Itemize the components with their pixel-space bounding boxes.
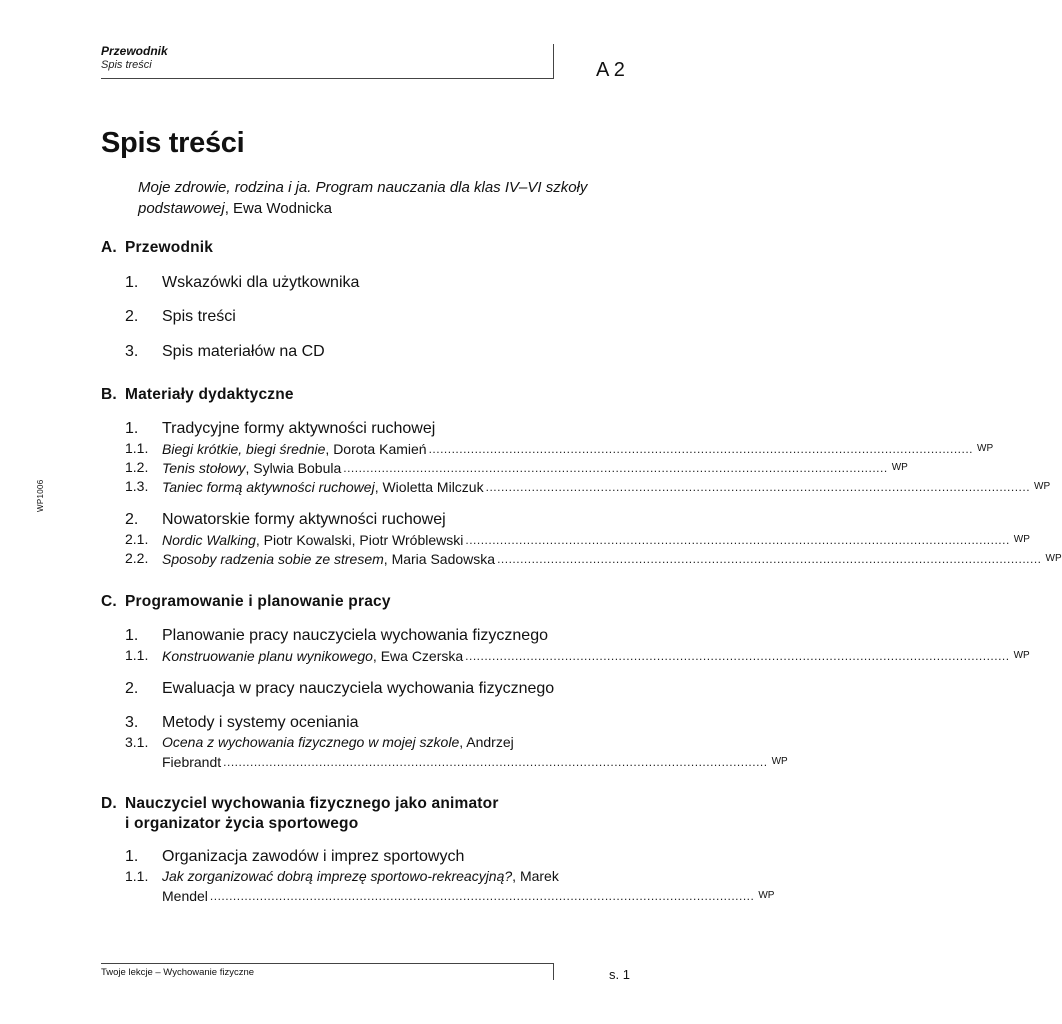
section-code: A 2 — [596, 59, 625, 81]
subitem-title: Sposoby radzenia sobie ze stresem — [162, 551, 384, 567]
item-number: 2. — [125, 308, 139, 325]
leader-dots: .............................................................................................................................................. — [465, 649, 1010, 663]
item-label: Ewaluacja w pracy nauczyciela wychowania fizycznego — [162, 680, 555, 697]
leader-dots: .............................................................................................................................................. — [497, 552, 1042, 566]
subitem-title: Ocena z wychowania fizycznego w mojej szkole — [162, 734, 460, 750]
item-number: 2. — [125, 680, 139, 697]
toc-subitem[interactable] — [125, 549, 1062, 569]
subitem-title: Jak zorganizować dobrą imprezę sportowo-rekreacyjną? — [162, 868, 513, 884]
subitem-author: , Dorota Kamień — [325, 441, 427, 457]
section-b-heading — [101, 386, 294, 404]
subitem-number: 1.2. — [125, 459, 149, 475]
footer-text: Twoje lekcje – Wychowanie fizyczne — [101, 967, 255, 978]
side-document-code: WP1006 — [36, 479, 45, 512]
section-a-heading — [101, 239, 213, 257]
section-letter: A. — [101, 239, 117, 256]
subitem-number: 1.3. — [125, 478, 149, 494]
subitem-author-cont: Fiebrandt — [162, 754, 222, 770]
header-divider — [101, 78, 554, 79]
wp-tag: WP — [891, 462, 908, 473]
subitem-author: , Piotr Kowalski, Piotr Wróblewski — [255, 532, 464, 548]
header-subtitle: Spis treści — [101, 59, 152, 71]
leader-dots: .............................................................................................................................................. — [485, 480, 1031, 494]
subitem-title: Tenis stołowy — [162, 460, 246, 476]
item-number: 1. — [125, 420, 139, 437]
subitem-number: 2.1. — [125, 531, 149, 547]
section-title-cont: i organizator życia sportowego — [125, 815, 359, 832]
header-vertical-divider — [553, 44, 554, 79]
wp-tag: WP — [977, 443, 994, 454]
subitem-author: , Andrzej — [459, 734, 514, 750]
item-number: 3. — [125, 343, 139, 360]
item-label: Tradycyjne formy aktywności ruchowej — [162, 420, 436, 437]
item-label: Planowanie pracy nauczyciela wychowania fizycznego — [162, 627, 548, 644]
leader-dots: .............................................................................................................................................. — [465, 533, 1010, 547]
wp-tag: WP — [1013, 534, 1030, 545]
wp-tag: WP — [1045, 553, 1062, 564]
subitem-number: 3.1. — [125, 734, 149, 750]
leader-dots: .............................................................................................................................................. — [209, 889, 755, 903]
item-label: Nowatorskie formy aktywności ruchowej — [162, 511, 446, 528]
section-c-heading — [101, 593, 391, 611]
item-number: 1. — [125, 848, 139, 865]
subitem-number: 1.1. — [125, 440, 149, 456]
toc-subitem[interactable] — [125, 733, 788, 772]
section-letter: D. — [101, 795, 117, 812]
item-number: 2. — [125, 511, 139, 528]
section-title: Nauczyciel wychowania fizycznego jako animator — [125, 795, 499, 812]
toc-subitem[interactable] — [125, 646, 1030, 666]
item-number: 1. — [125, 627, 139, 644]
toc-subitem[interactable] — [125, 477, 1051, 497]
footer-divider — [101, 963, 554, 964]
item-number: 1. — [125, 274, 139, 291]
wp-tag: WP — [771, 756, 788, 767]
section-title: Programowanie i planowanie pracy — [125, 593, 391, 610]
toc-subitem[interactable] — [125, 458, 908, 478]
toc-subitem[interactable] — [125, 530, 1030, 550]
leader-dots: .............................................................................................................................................. — [428, 442, 974, 456]
subitem-title: Nordic Walking — [162, 532, 256, 548]
leader-dots: .............................................................................................................................................. — [223, 755, 768, 769]
subitem-author: , Maria Sadowska — [383, 551, 496, 567]
section-title: Materiały dydaktyczne — [125, 386, 294, 403]
header-title: Przewodnik — [101, 44, 168, 58]
section-letter: B. — [101, 386, 117, 403]
subitem-title: Taniec formą aktywności ruchowej — [162, 479, 375, 495]
section-letter: C. — [101, 593, 117, 610]
toc-subitem[interactable] — [125, 867, 775, 906]
subitem-number: 1.1. — [125, 647, 149, 663]
item-label: Spis materiałów na CD — [162, 343, 325, 360]
subitem-author: , Marek — [512, 868, 559, 884]
item-label: Spis treści — [162, 308, 236, 325]
item-label: Organizacja zawodów i imprez sportowych — [162, 848, 465, 865]
subitem-title: Biegi krótkie, biegi średnie — [162, 441, 326, 457]
page-title: Spis treści — [101, 127, 245, 159]
leader-dots: .............................................................................................................................................. — [343, 461, 888, 475]
program-subtitle — [138, 177, 608, 219]
item-label: Metody i systemy oceniania — [162, 714, 359, 731]
program-title: Moje zdrowie, rodzina i ja. Program nauczania dla klas IV–VI szkoły podstawowej — [138, 179, 588, 217]
program-author: , Ewa Wodnicka — [224, 200, 332, 217]
footer-vertical-divider — [553, 963, 554, 980]
section-d-heading — [101, 794, 499, 834]
subitem-author: , Sylwia Bobula — [245, 460, 342, 476]
subitem-number: 1.1. — [125, 868, 149, 884]
item-number: 3. — [125, 714, 139, 731]
subitem-title: Konstruowanie planu wynikowego — [162, 648, 373, 664]
toc-subitem[interactable] — [125, 439, 994, 459]
page-number: s. 1 — [609, 967, 630, 982]
subitem-author-cont: Mendel — [162, 888, 208, 904]
section-title: Przewodnik — [125, 239, 214, 256]
subitem-author: , Ewa Czerska — [372, 648, 464, 664]
wp-tag: WP — [1034, 481, 1051, 492]
subitem-number: 2.2. — [125, 550, 149, 566]
subitem-author: , Wioletta Milczuk — [374, 479, 484, 495]
item-label: Wskazówki dla użytkownika — [162, 274, 360, 291]
wp-tag: WP — [758, 890, 775, 901]
wp-tag: WP — [1013, 650, 1030, 661]
